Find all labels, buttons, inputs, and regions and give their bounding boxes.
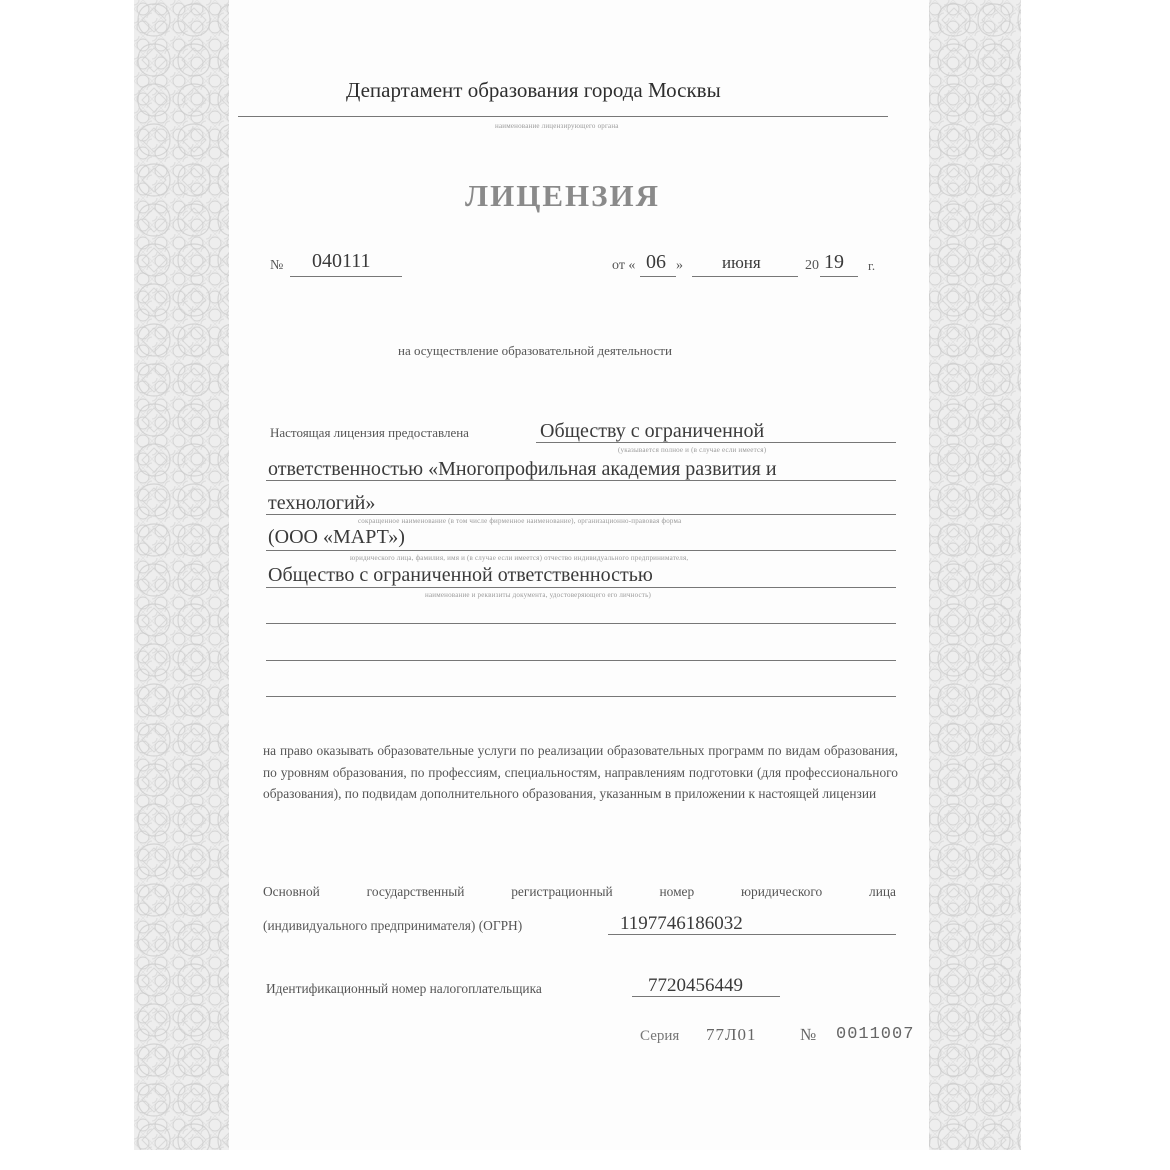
- inn-rule: [632, 996, 780, 997]
- series-number-prefix: №: [800, 1025, 817, 1044]
- licensee-line2: ответственностью «Многопрофильная академия развития и: [268, 458, 777, 480]
- date-day: 06: [646, 251, 666, 273]
- department-rule: [238, 116, 888, 117]
- series-value: 77Л01: [706, 1025, 757, 1044]
- inn-label: Идентификационный номер налогоплательщика: [266, 981, 542, 996]
- ogrn-label-line2: (индивидуального предпринимателя) (ОГРН): [263, 918, 523, 933]
- date-day-close: »: [676, 258, 683, 273]
- blank-rule-1: [266, 623, 896, 624]
- licensee-rule1: [536, 442, 896, 443]
- licensee-line5: Общество с ограниченной ответственностью: [268, 564, 653, 586]
- license-number: 040111: [312, 250, 371, 272]
- date-prefix: от «: [612, 258, 636, 273]
- date-month: июня: [722, 253, 761, 272]
- inn-value: 7720456449: [648, 975, 743, 996]
- rights-text: на право оказывать образовательные услуги по реализации образовательных программ по видам образования, по уровням образования, по профессиям, специальностям, направлениям подготовки (для профессионального образования), по подвидам дополнительного образования, указанным в приложении к настоящей лицензии: [263, 743, 898, 801]
- purpose: на осуществление образовательной деятельности: [398, 343, 672, 358]
- blank-rule-2: [266, 660, 896, 661]
- day-rule: [640, 276, 676, 277]
- year-rule: [820, 276, 858, 277]
- year-unit: г.: [868, 258, 876, 273]
- number-rule: [290, 276, 402, 277]
- licensee-rule4: [266, 550, 896, 551]
- ogrn-label-line1: Основной государственный регистрационный номер юридического лица: [263, 884, 896, 899]
- licensee-line1: Обществу с ограниченной: [540, 420, 765, 442]
- year-prefix: 20: [805, 258, 819, 273]
- department-caption: наименование лицензирующего органа: [495, 122, 619, 130]
- licensee-rule2: [266, 480, 896, 481]
- licensee-rule3: [266, 514, 896, 515]
- series-number: 0011007: [836, 1025, 915, 1044]
- licensee-line4: (ООО «МАРТ»): [268, 526, 405, 548]
- year-suffix: 19: [824, 251, 844, 273]
- series-label: Серия: [640, 1028, 680, 1044]
- ogrn-rule: [608, 934, 896, 935]
- ogrn-value: 1197746186032: [620, 913, 743, 934]
- licensee-caption5: наименование и реквизиты документа, удостоверяющего его личность): [425, 591, 651, 599]
- month-rule: [692, 276, 798, 277]
- licensee-caption4: юридического лица, фамилия, имя и (в случае если имеется) отчество индивидуального предпринимателя,: [350, 554, 689, 562]
- number-prefix: №: [270, 258, 284, 273]
- licensee-caption3: сокращенное наименование (в том числе фирменное наименование), организационно-правовая форма: [358, 517, 682, 525]
- licensee-caption1: (указывается полное и (в случае если имеется): [618, 446, 767, 454]
- document-title: ЛИЦЕНЗИЯ: [465, 178, 660, 213]
- licensee-line3: технологий»: [268, 492, 376, 514]
- grant-label: Настоящая лицензия предоставлена: [270, 425, 469, 440]
- licensee-rule5: [266, 587, 896, 588]
- blank-rule-3: [266, 696, 896, 697]
- department-name: Департамент образования города Москвы: [346, 78, 721, 102]
